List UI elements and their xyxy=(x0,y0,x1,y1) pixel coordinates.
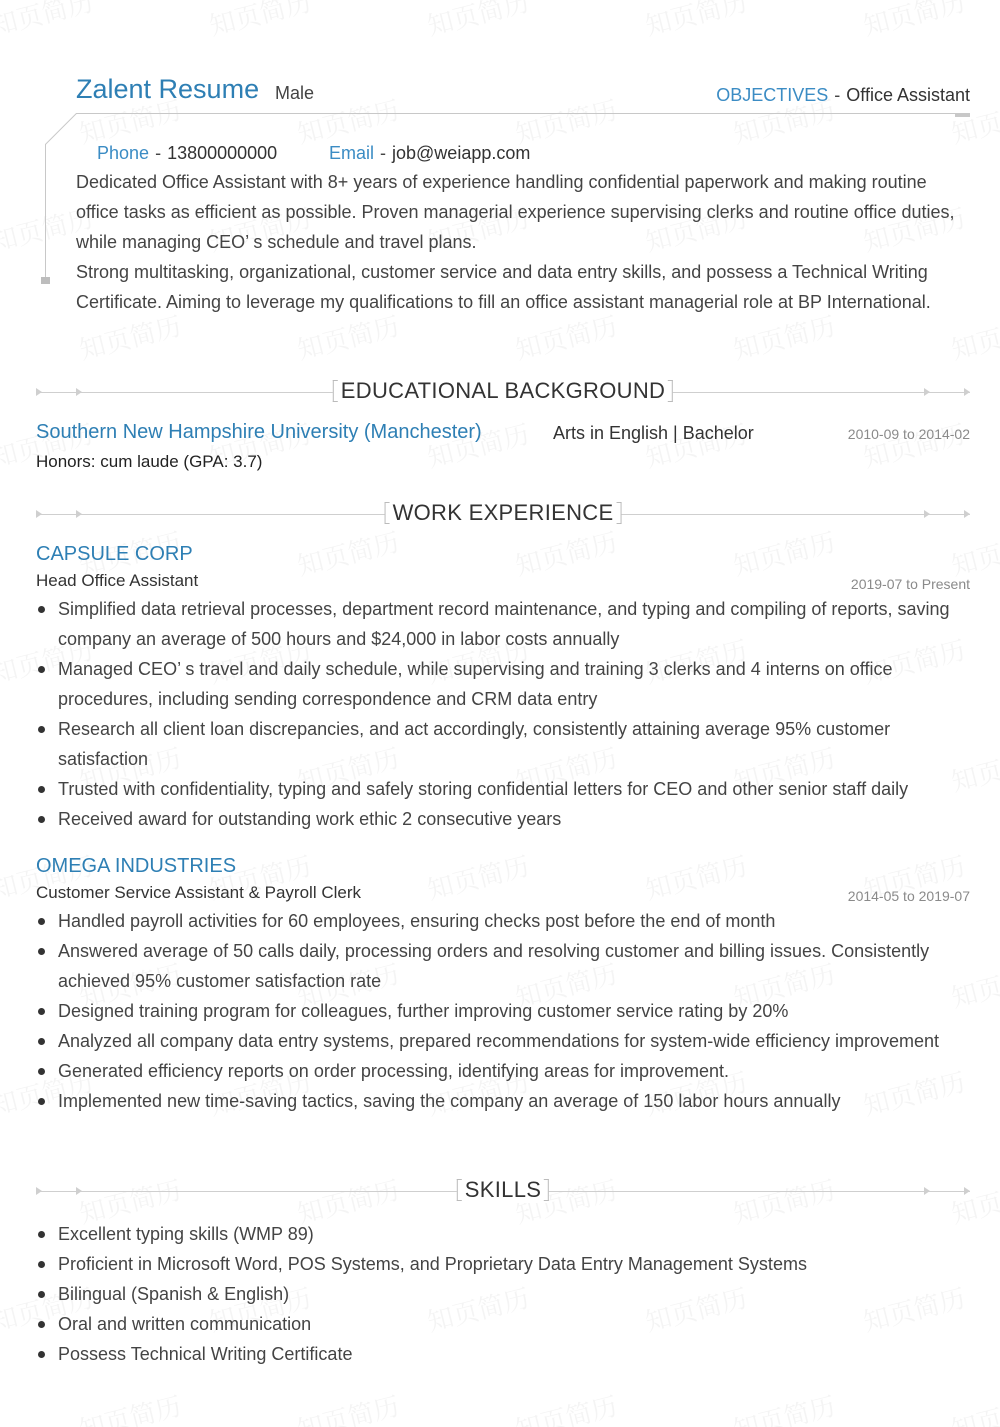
summary xyxy=(76,167,972,317)
school-name: Southern New Hampshire University (Manchester) xyxy=(36,421,482,443)
header-frame-corner xyxy=(45,113,77,145)
section-heading-education xyxy=(36,378,970,408)
phone-value: 13800000000 xyxy=(167,143,278,163)
header-frame-left-rule xyxy=(45,144,46,280)
list-item: Bilingual (Spanish & English) xyxy=(36,1279,970,1309)
list-item: Simplified data retrieval processes, department record maintenance, and typing and compiling of reports, saving company an average of 500 hours and $24,000 in labor costs annually xyxy=(36,594,970,654)
section-title: SKILLS xyxy=(457,1177,549,1203)
list-item: Generated efficiency reports on order processing, identifying areas for improvement. xyxy=(36,1056,970,1086)
list-item: Analyzed all company data entry systems, prepared recommendations for system-wide efficiency improvement xyxy=(36,1026,970,1056)
job-title: Head Office Assistant xyxy=(36,571,199,590)
rule-arrow-icon xyxy=(924,510,930,518)
section-heading-skills xyxy=(36,1177,970,1207)
job-date: 2019-07 to Present xyxy=(850,576,970,592)
rule-arrow-icon xyxy=(76,388,82,396)
rule-arrow-icon xyxy=(924,388,930,396)
contact-email xyxy=(329,143,530,164)
rule-arrow-icon xyxy=(76,510,82,518)
email-separator: - xyxy=(380,143,387,163)
candidate-gender: Male xyxy=(275,83,315,103)
email-value: job@weiapp.com xyxy=(392,143,531,163)
email-label: Email xyxy=(329,143,375,163)
company-name: CAPSULE CORP xyxy=(36,543,193,565)
objective-value: Office Assistant xyxy=(846,85,970,105)
degree-major: Arts in English | Bachelor xyxy=(553,423,754,443)
rule-arrow-icon xyxy=(924,1187,930,1195)
rule-arrow-icon xyxy=(36,1187,42,1195)
phone-label: Phone xyxy=(97,143,150,163)
rule-arrow-icon xyxy=(964,510,970,518)
phone-separator: - xyxy=(155,143,162,163)
job-bullets xyxy=(36,906,970,1116)
list-item: Answered average of 50 calls daily, processing orders and resolving customer and billing issues. Consistently achieved 95% customer satisfaction rate xyxy=(36,936,970,996)
job-title: Customer Service Assistant & Payroll Clerk xyxy=(36,883,361,902)
section-title: EDUCATIONAL BACKGROUND xyxy=(333,378,673,404)
list-item: Excellent typing skills (WMP 89) xyxy=(36,1219,970,1249)
company-name: OMEGA INDUSTRIES xyxy=(36,855,237,877)
section-heading-work xyxy=(36,500,970,530)
header-frame-tab xyxy=(955,113,970,117)
skills-list xyxy=(36,1219,970,1369)
rule-arrow-icon xyxy=(964,388,970,396)
list-item: Handled payroll activities for 60 employees, ensuring checks post before the end of month xyxy=(36,906,970,936)
objective-separator: - xyxy=(834,85,841,105)
list-item: Possess Technical Writing Certificate xyxy=(36,1339,970,1369)
rule-arrow-icon xyxy=(964,1187,970,1195)
rule-arrow-icon xyxy=(76,1187,82,1195)
list-item: Research all client loan discrepancies, and act accordingly, consistently attaining average 95% customer satisfaction xyxy=(36,714,970,774)
summary-paragraph: Strong multitasking, organizational, customer service and data entry skills, and possess a Technical Writing Certificate. Aiming to leverage my qualifications to fill an office assistant managerial role at BP International. xyxy=(76,262,931,312)
candidate-name: Zalent Resume xyxy=(76,74,260,104)
list-item: Implemented new time-saving tactics, saving the company an average of 150 labor hours annually xyxy=(36,1086,970,1116)
list-item: Proficient in Microsoft Word, POS Systems, and Proprietary Data Entry Management Systems xyxy=(36,1249,970,1279)
summary-paragraph: Dedicated Office Assistant with 8+ years of experience handling confidential paperwork and making routine office tasks as efficient as possible. Proven managerial experience supervising clerks and routine office duties, while managing CEO’ s schedule and travel plans. xyxy=(76,172,955,252)
header-frame-end-marker xyxy=(41,277,50,284)
objective-label: OBJECTIVES xyxy=(716,85,829,105)
rule-arrow-icon xyxy=(36,510,42,518)
section-title: WORK EXPERIENCE xyxy=(385,500,622,526)
honors: Honors: cum laude (GPA: 3.7) xyxy=(36,452,263,471)
list-item: Designed training program for colleagues, further improving customer service rating by 20% xyxy=(36,996,970,1026)
list-item: Oral and written communication xyxy=(36,1309,970,1339)
list-item: Trusted with confidentiality, typing and safely storing confidential letters for CEO and other senior staff daily xyxy=(36,774,970,804)
objective xyxy=(716,85,970,106)
list-item: Received award for outstanding work ethic 2 consecutive years xyxy=(36,804,970,834)
contact-phone xyxy=(97,143,277,164)
header-frame-top-rule xyxy=(76,113,970,114)
list-item: Managed CEO’ s travel and daily schedule, while supervising and training 3 clerks and 4 interns on office procedures, including sending correspondence and CRM data entry xyxy=(36,654,970,714)
job-bullets xyxy=(36,594,970,834)
rule-arrow-icon xyxy=(36,388,42,396)
job-date: 2014-05 to 2019-07 xyxy=(847,888,970,904)
education-date: 2010-09 to 2014-02 xyxy=(847,426,970,442)
